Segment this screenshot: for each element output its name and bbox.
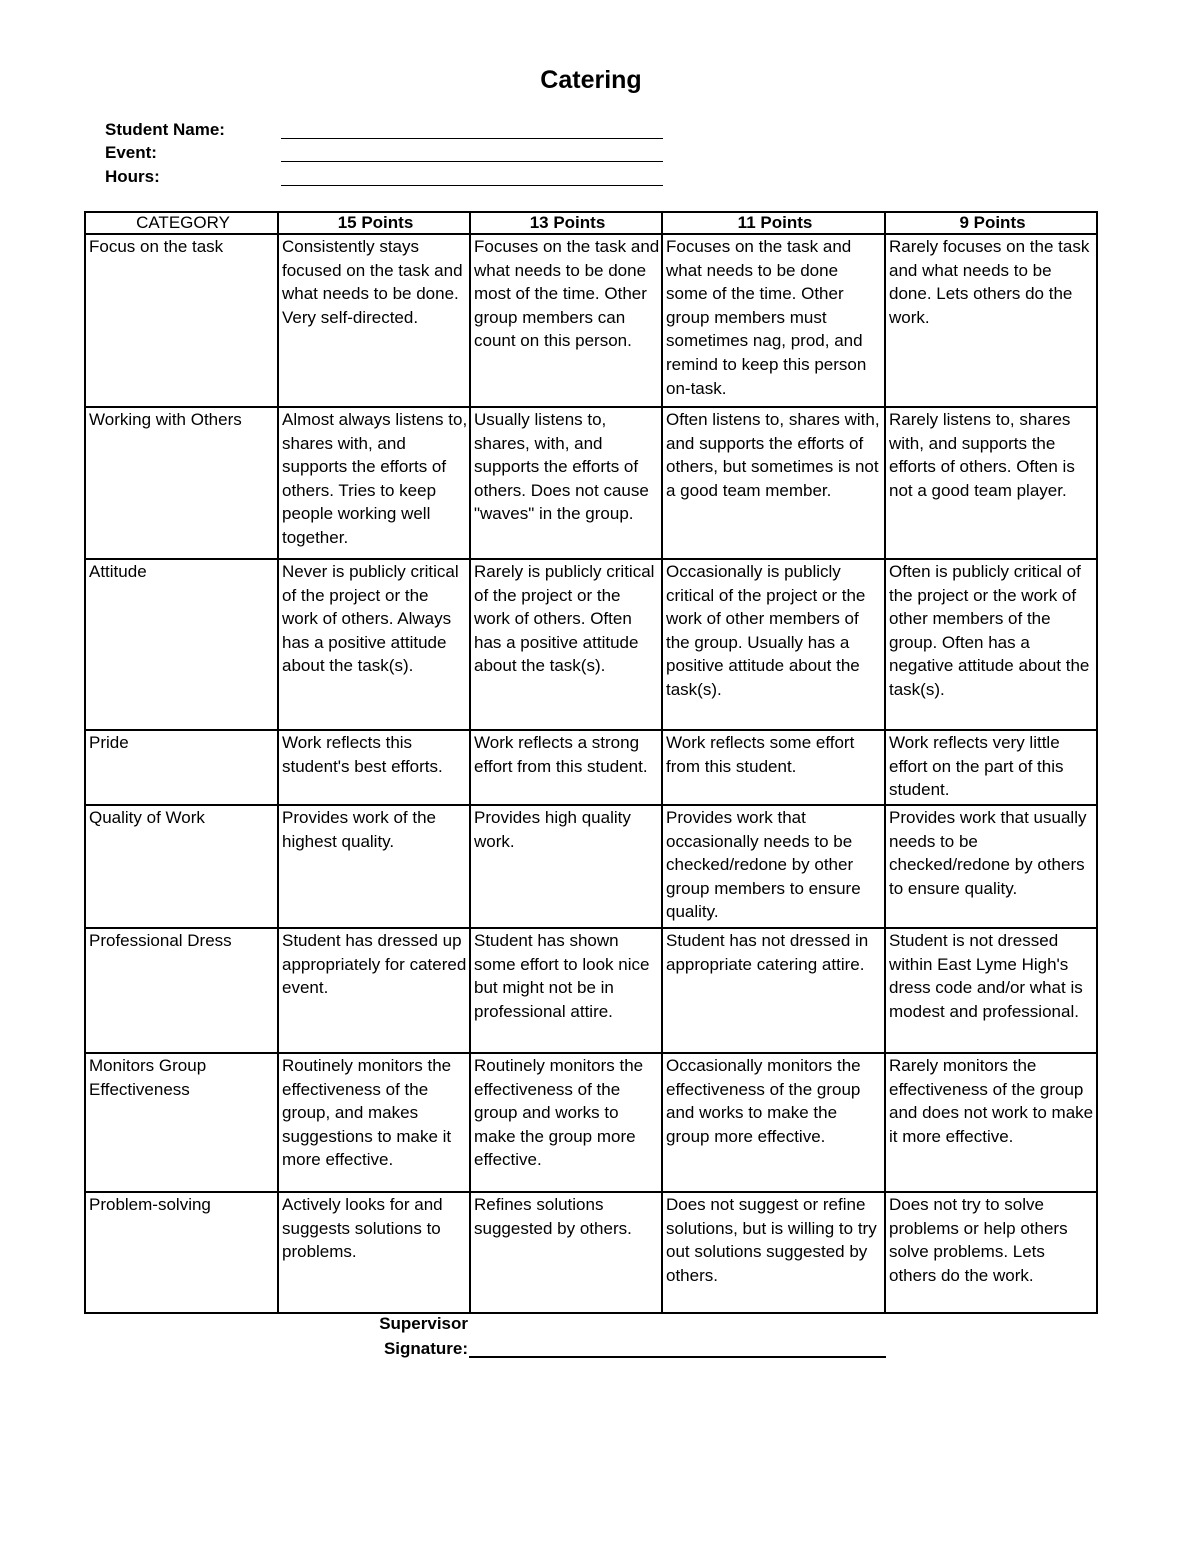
header-15-points: 15 Points — [278, 212, 470, 234]
table-row — [85, 730, 1097, 805]
rubric-table — [84, 211, 1098, 1314]
criteria-cell: Occasionally is publicly critical of the project or the work of other members of the group. Usually has a positive attitude about the task(s). — [662, 559, 885, 730]
table-row — [85, 928, 1097, 1053]
table-row — [85, 1192, 1097, 1313]
criteria-cell: Does not try to solve problems or help others solve problems. Lets others do the work. — [885, 1192, 1097, 1313]
category-cell: Pride — [85, 730, 278, 805]
header-9-points: 9 Points — [885, 212, 1097, 234]
category-cell: Problem-solving — [85, 1192, 278, 1313]
criteria-cell: Rarely listens to, shares with, and supports the efforts of others. Often is not a good team player. — [885, 407, 1097, 559]
category-cell: Quality of Work — [85, 805, 278, 928]
criteria-cell: Never is publicly critical of the project or the work of others. Always has a positive attitude about the task(s). — [278, 559, 470, 730]
event-line — [281, 161, 663, 162]
criteria-cell: Work reflects very little effort on the part of this student. — [885, 730, 1097, 805]
criteria-cell: Provides work that occasionally needs to be checked/redone by other group members to ensure quality. — [662, 805, 885, 928]
criteria-cell: Rarely monitors the effectiveness of the group and does not work to make it more effective. — [885, 1053, 1097, 1192]
category-cell: Professional Dress — [85, 928, 278, 1053]
category-cell: Attitude — [85, 559, 278, 730]
criteria-cell: Work reflects some effort from this student. — [662, 730, 885, 805]
criteria-cell: Usually listens to, shares, with, and supports the efforts of others. Does not cause "waves" in the group. — [470, 407, 662, 559]
criteria-cell: Almost always listens to, shares with, and supports the efforts of others. Tries to keep people working well together. — [278, 407, 470, 559]
criteria-cell: Work reflects this student's best efforts. — [278, 730, 470, 805]
criteria-cell: Routinely monitors the effectiveness of the group and works to make the group more effective. — [470, 1053, 662, 1192]
criteria-cell: Routinely monitors the effectiveness of the group, and makes suggestions to make it more effective. — [278, 1053, 470, 1192]
criteria-cell: Provides work of the highest quality. — [278, 805, 470, 928]
criteria-cell: Rarely focuses on the task and what needs to be done. Lets others do the work. — [885, 234, 1097, 407]
criteria-cell: Actively looks for and suggests solutions to problems. — [278, 1192, 470, 1313]
signature-line — [469, 1356, 886, 1358]
table-row — [85, 407, 1097, 559]
header-row — [85, 212, 1097, 234]
student-name-line — [281, 138, 663, 139]
criteria-cell: Often is publicly critical of the project or the work of other members of the group. Often has a negative attitude about the task(s). — [885, 559, 1097, 730]
criteria-cell: Occasionally monitors the effectiveness of the group and works to make the group more effective. — [662, 1053, 885, 1192]
criteria-cell: Does not suggest or refine solutions, but is willing to try out solutions suggested by others. — [662, 1192, 885, 1313]
hours-label: Hours: — [105, 167, 160, 186]
criteria-cell: Often listens to, shares with, and supports the efforts of others, but sometimes is not a good team member. — [662, 407, 885, 559]
header-11-points: 11 Points — [662, 212, 885, 234]
criteria-cell: Student is not dressed within East Lyme High's dress code and/or what is modest and professional. — [885, 928, 1097, 1053]
signature-label: Signature: — [383, 1339, 468, 1358]
category-cell: Monitors Group Effectiveness — [85, 1053, 278, 1192]
event-label: Event: — [105, 143, 157, 162]
criteria-cell: Refines solutions suggested by others. — [470, 1192, 662, 1313]
student-name-label: Student Name: — [105, 120, 225, 139]
criteria-cell: Consistently stays focused on the task and what needs to be done. Very self-directed. — [278, 234, 470, 407]
criteria-cell: Focuses on the task and what needs to be done most of the time. Other group members can count on this person. — [470, 234, 662, 407]
hours-line — [281, 185, 663, 186]
category-cell: Focus on the task — [85, 234, 278, 407]
criteria-cell: Provides work that usually needs to be checked/redone by others to ensure quality. — [885, 805, 1097, 928]
category-cell: Working with Others — [85, 407, 278, 559]
table-row — [85, 234, 1097, 407]
table-row — [85, 559, 1097, 730]
criteria-cell: Focuses on the task and what needs to be done some of the time. Other group members must sometimes nag, prod, and remind to keep this person on-task. — [662, 234, 885, 407]
criteria-cell: Student has dressed up appropriately for catered event. — [278, 928, 470, 1053]
header-category: CATEGORY — [85, 212, 278, 234]
criteria-cell: Provides high quality work. — [470, 805, 662, 928]
criteria-cell: Student has not dressed in appropriate catering attire. — [662, 928, 885, 1053]
criteria-cell: Rarely is publicly critical of the project or the work of others. Often has a positive attitude about the task(s). — [470, 559, 662, 730]
table-row — [85, 805, 1097, 928]
supervisor-label: Supervisor — [379, 1314, 468, 1333]
table-row — [85, 1053, 1097, 1192]
criteria-cell: Student has shown some effort to look nice but might not be in professional attire. — [470, 928, 662, 1053]
page-title: Catering — [540, 66, 642, 94]
header-13-points: 13 Points — [470, 212, 662, 234]
criteria-cell: Work reflects a strong effort from this student. — [470, 730, 662, 805]
